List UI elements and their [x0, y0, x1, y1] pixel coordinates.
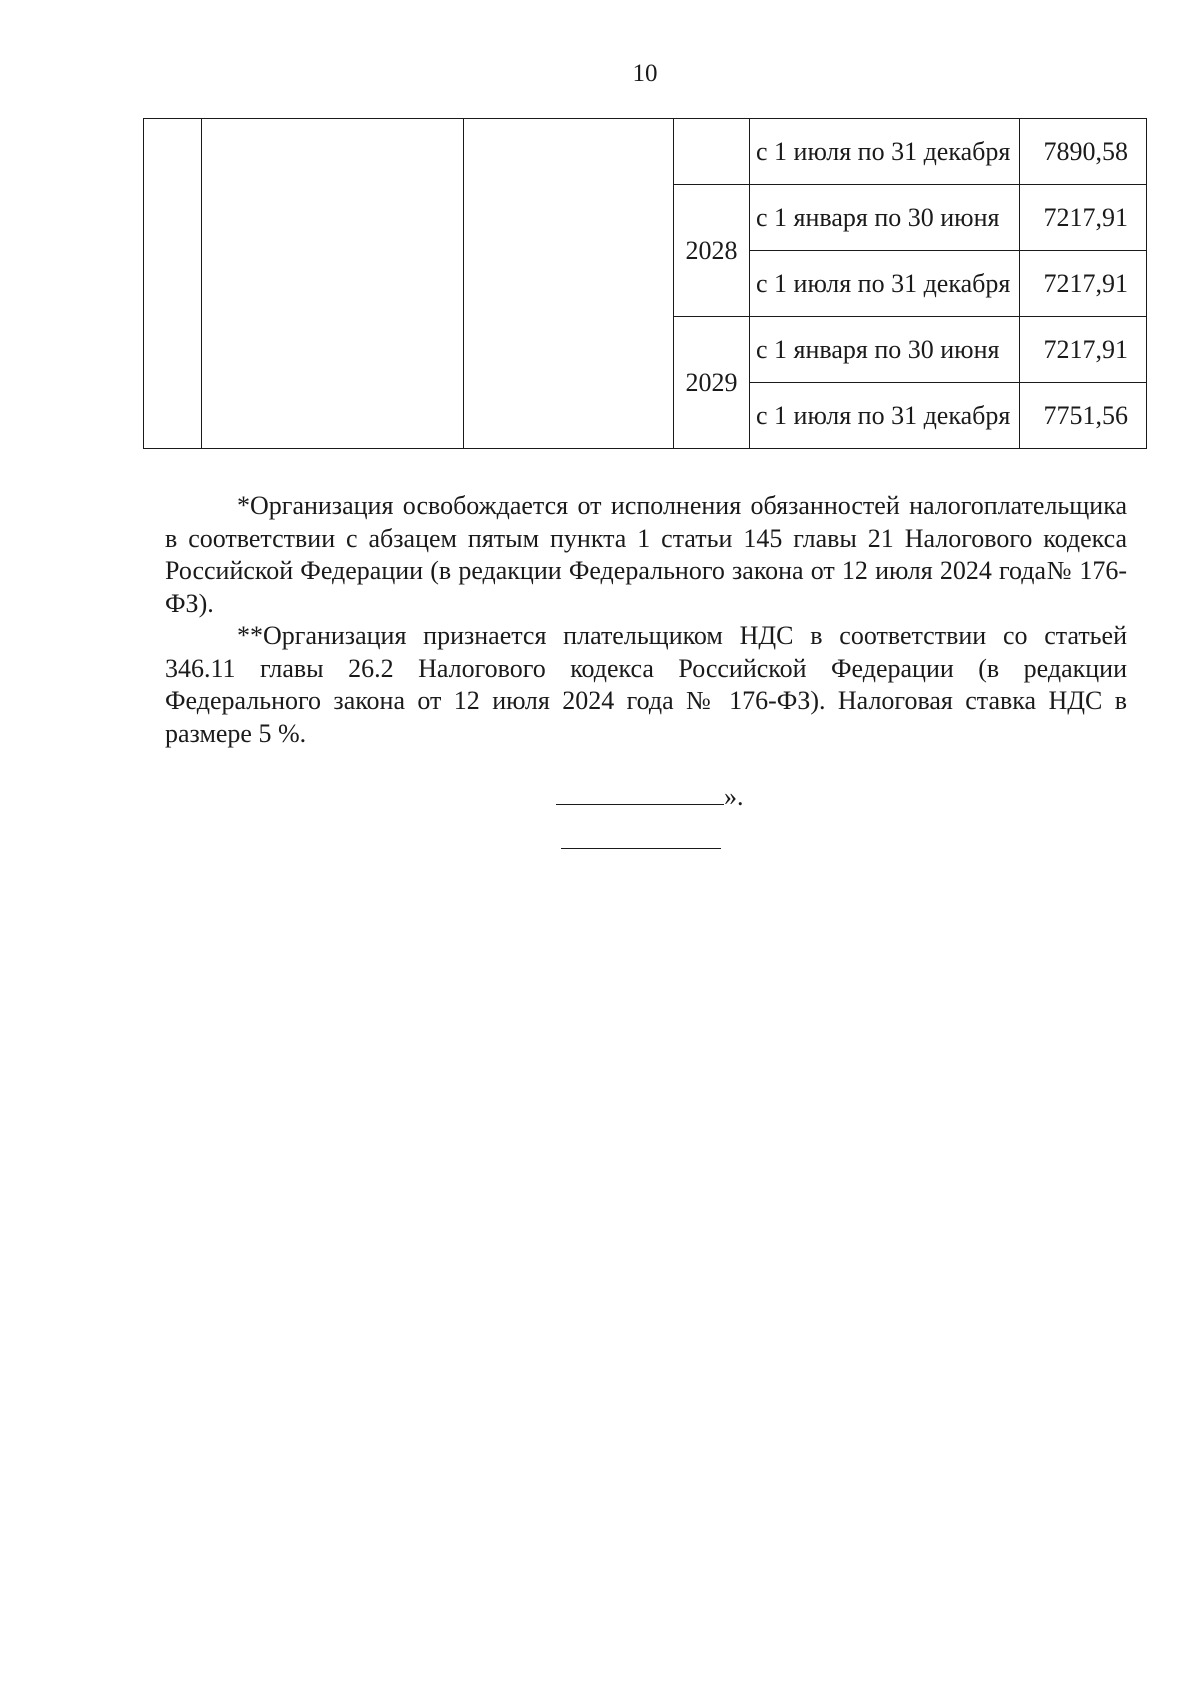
footnote-double-asterisk: **Организация признается плательщиком НДС в соответствии со статьей 346.11 главы 26.2 Налогового кодекса Российской Федерации (в редакции Федерального закона от 12 июля 2024 года № 176-ФЗ). Налоговая ставка НДС в размере 5 %. — [165, 621, 1127, 748]
blank-line — [556, 804, 724, 805]
table-row — [144, 119, 1147, 185]
period-cell: с 1 июля по 31 декабря — [750, 119, 1020, 185]
period-cell: с 1 июля по 31 декабря — [750, 383, 1020, 449]
table-cell-empty — [202, 119, 464, 449]
page-number: 10 — [632, 60, 658, 87]
table-cell-empty — [144, 119, 202, 449]
period-cell: с 1 января по 30 июня — [750, 185, 1020, 251]
footnote-single-asterisk: *Организация освобождается от исполнения обязанностей налогоплательщика в соответствии с абзацем пятым пункта 1 статьи 145 главы 21 Налогового кодекса Российской Федерации (в редакции Федерального закона от 12 июля 2024 года№ 176-ФЗ). — [165, 491, 1127, 618]
year-cell: 2029 — [674, 317, 750, 449]
amount-cell: 7217,91 — [1020, 251, 1147, 317]
year-cell: 2028 — [674, 185, 750, 317]
amount-cell: 7890,58 — [1020, 119, 1147, 185]
closing-quote: ». — [724, 782, 744, 811]
footnotes — [165, 490, 1127, 750]
period-cell: с 1 января по 30 июня — [750, 317, 1020, 383]
tariff-table — [143, 118, 1147, 449]
amount-cell: 7217,91 — [1020, 317, 1147, 383]
year-cell — [674, 119, 750, 185]
period-cell: с 1 июля по 31 декабря — [750, 251, 1020, 317]
end-rule — [561, 848, 721, 849]
amount-cell: 7217,91 — [1020, 185, 1147, 251]
closing-mark — [556, 782, 744, 812]
table-cell-empty — [464, 119, 674, 449]
amount-cell: 7751,56 — [1020, 383, 1147, 449]
